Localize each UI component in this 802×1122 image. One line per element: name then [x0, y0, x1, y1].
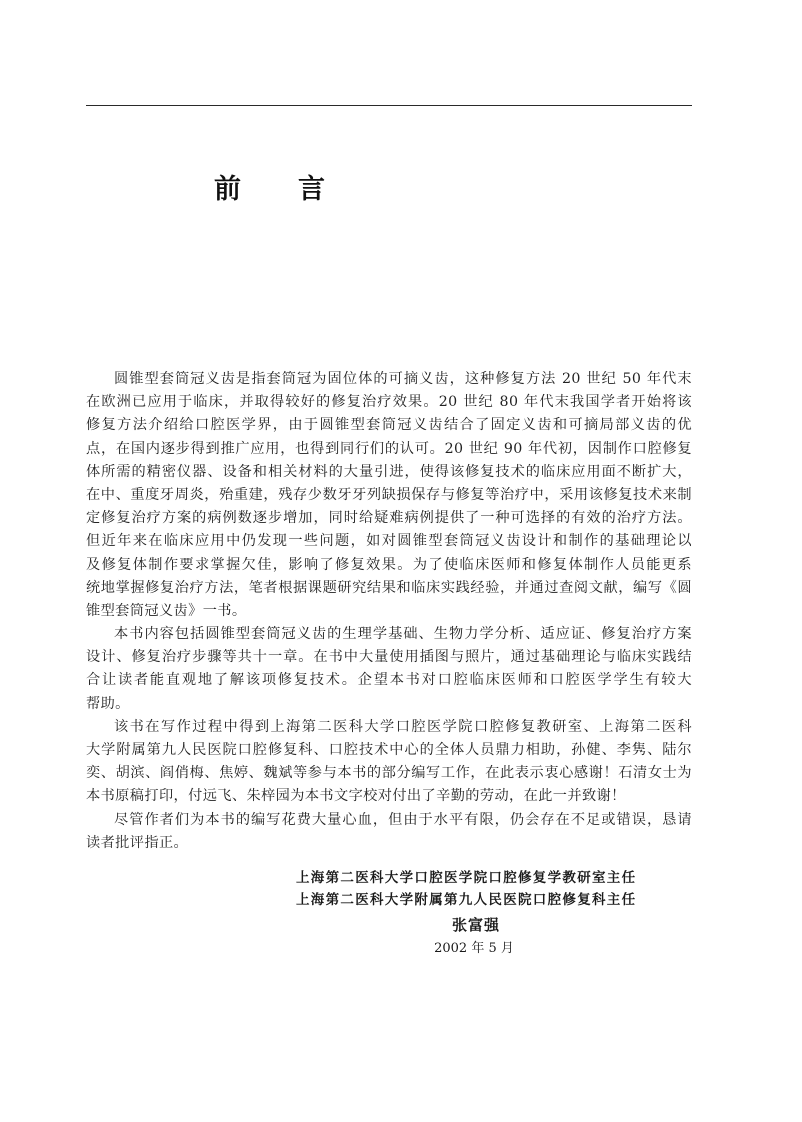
title-char-1: 前	[214, 174, 241, 205]
text-line: 在欧洲已应用于临床，并取得较好的修复治疗效果。20 世纪 80 年代末我国学者开始将该	[86, 394, 692, 411]
top-rule	[86, 105, 692, 106]
text-line: 统地掌握修复治疗方法，笔者根据课题研究结果和临床实践经验，并通过查阅文献，编写《圆	[86, 579, 692, 596]
paragraph-3	[86, 716, 692, 809]
text-line: 本书原稿打印，付远飞、朱梓园为本书文字校对付出了辛勤的劳动，在此一并致谢！	[86, 788, 626, 805]
text-line: 合让读者能直观地了解该项修复技术。企望本书对口腔临床医师和口腔医学学生有较大	[86, 672, 692, 689]
text-line: 在中、重度牙周炎，殆重建，残存少数牙牙列缺损保存与修复等治疗中，采用该修复技术来制	[86, 486, 692, 503]
text-line: 但近年来在临床应用中仍发现一些问题，如对圆锥型套筒冠义齿设计和制作的基础理论以	[86, 533, 692, 550]
paragraph-2	[86, 623, 692, 716]
signature-block	[296, 867, 676, 960]
text-line: 设计、修复治疗步骤等共十一章。在书中大量使用插图与照片，通过基础理论与临床实践结	[86, 649, 692, 666]
text-line: 锥型套筒冠义齿》一书。	[86, 602, 247, 619]
paragraph-1	[86, 368, 692, 623]
title-char-2: 言	[298, 174, 325, 205]
text-line: 点，在国内逐步得到推广应用，也得到同行们的认可。20 世纪 90 年代初，因制作口腔修复	[86, 440, 692, 457]
affiliation-2: 上海第二医科大学附属第九人民医院口腔修复科主任	[296, 892, 637, 908]
preface-body	[86, 368, 692, 855]
text-line: 奕、胡滨、阎俏梅、焦婷、魏斌等参与本书的部分编写工作，在此表示衷心感谢！石清女士为	[86, 765, 692, 782]
text-line: 定修复治疗方案的病例数逐步增加，同时给疑难病例提供了一种可选择的有效的治疗方法。	[86, 510, 692, 527]
text-line: 帮助。	[86, 695, 130, 712]
text-line: 及修复体制作要求掌握欠佳，影响了修复效果。为了使临床医师和修复体制作人员能更系	[86, 556, 692, 573]
page-title	[214, 170, 354, 210]
text-line: 读者批评指正。	[86, 834, 189, 851]
text-line: 修复方法介绍给口腔医学界，由于圆锥型套筒冠义齿结合了固定义齿和可摘局部义齿的优	[86, 417, 692, 434]
text-line: 尽管作者们为本书的编写花费大量心血，但由于水平有限，仍会存在不足或错误，恳请	[114, 811, 692, 828]
text-line: 大学附属第九人民医院口腔修复科、口腔技术中心的全体人员鼎力相助，孙健、李隽、陆尔	[86, 742, 692, 758]
signature-date: 2002 年 5 月	[434, 941, 514, 956]
text-line: 本书内容包括圆锥型套筒冠义齿的生理学基础、生物力学分析、适应证、修复治疗方案	[114, 626, 692, 643]
text-line: 圆锥型套筒冠义齿是指套筒冠为固位体的可摘义齿，这种修复方法 20 世纪 50 年代末	[114, 371, 692, 387]
text-line: 该书在写作过程中得到上海第二医科大学口腔医学院口腔修复教研室、上海第二医科	[114, 718, 692, 735]
text-line: 体所需的精密仪器、设备和相关材料的大量引进，使得该修复技术的临床应用面不断扩大，	[86, 463, 692, 480]
affiliation-1: 上海第二医科大学口腔医学院口腔修复学教研室主任	[296, 870, 637, 886]
author-name: 张富强	[451, 916, 500, 934]
paragraph-4	[86, 809, 692, 855]
